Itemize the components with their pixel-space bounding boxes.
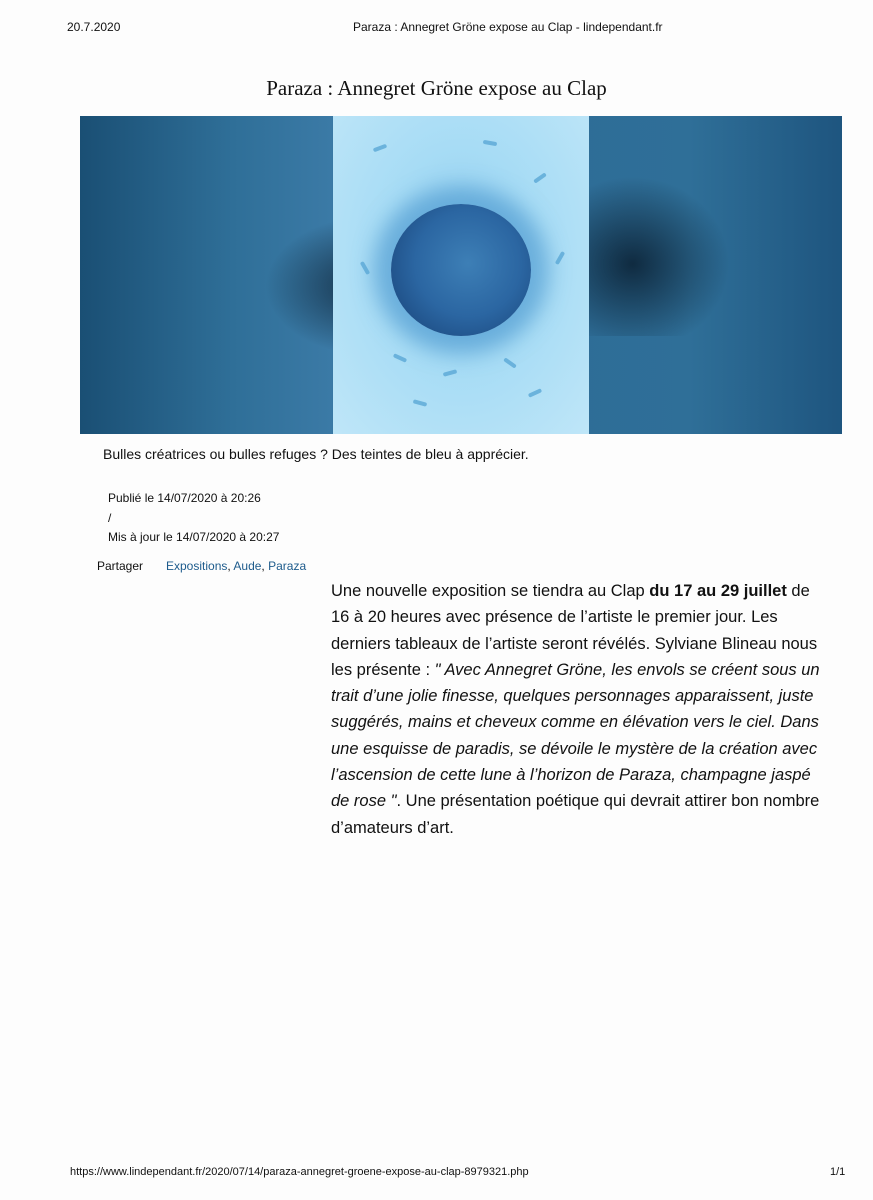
tag-link[interactable]: Expositions <box>166 559 228 573</box>
body-quote: " Avec Annegret Gröne, les envols se créent sous un trait d’une jolie finesse, quelques personnages apparaissent, juste suggérés, mains et cheveux comme en élévation vers le ciel. Dans une esquisse de paradis, se dévoile le mystère de la création avec l’ascension de cette lune à l’horizon de Paraza, champagne jaspé de rose " <box>331 660 820 811</box>
print-footer-url: https://www.lindependant.fr/2020/07/14/paraza-annegret-groene-expose-au-clap-8979321.php <box>70 1166 529 1178</box>
body-text-bold: du 17 au 29 juillet <box>649 582 787 600</box>
published-date: Publié le 14/07/2020 à 20:26 <box>108 491 261 505</box>
share-button[interactable]: Partager <box>97 559 144 573</box>
painting-moon <box>391 204 531 336</box>
article-body <box>331 578 831 841</box>
body-text: Une nouvelle exposition se tiendra au Clap <box>331 582 650 600</box>
tag-link[interactable]: Aude <box>233 559 262 573</box>
article-hero-image <box>80 116 842 434</box>
hero-shadow-right <box>580 176 730 336</box>
image-caption: Bulles créatrices ou bulles refuges ? Des teintes de bleu à apprécier. <box>103 446 529 462</box>
print-page-number: 1/1 <box>830 1166 846 1178</box>
tag-separator: , <box>227 559 234 573</box>
date-separator: / <box>108 511 112 525</box>
print-date: 20.7.2020 <box>67 20 121 34</box>
updated-date: Mis à jour le 14/07/2020 à 20:27 <box>108 530 280 544</box>
body-text: de 16 à 20 heures avec présence de l’artiste le premier jour. Les derniers tableaux de l’artiste seront révélés. Sylviane Blineau nous les présente : <box>331 582 818 679</box>
tag-separator: , <box>261 559 269 573</box>
tag-list <box>166 559 306 573</box>
body-text: . Une présentation poétique qui devrait attirer bon nombre d’amateurs d’art. <box>331 792 820 837</box>
painting-moon-artwork <box>333 116 589 434</box>
article-title: Paraza : Annegret Gröne expose au Clap <box>266 76 607 100</box>
print-page-title: Paraza : Annegret Gröne expose au Clap - lindependant.fr <box>353 20 663 34</box>
tag-link[interactable]: Paraza <box>268 559 307 573</box>
